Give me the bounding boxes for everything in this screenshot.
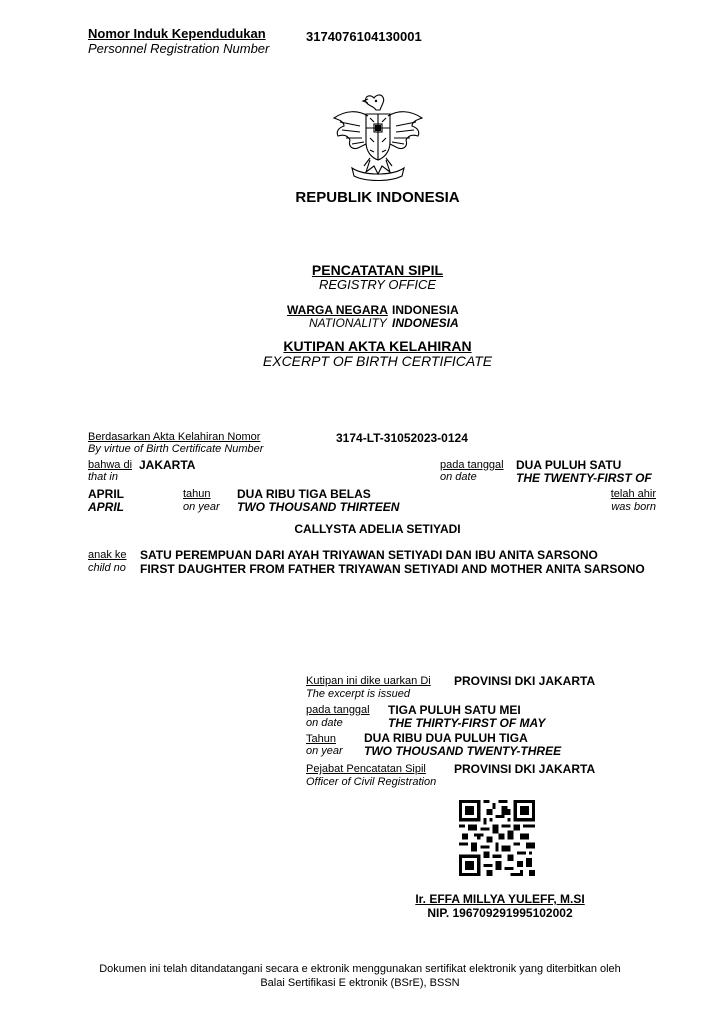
nik-label: Nomor Induk Kependudukan — [88, 26, 266, 41]
signatory-name: Ir. EFFA MILLYA YULEFF, M.SI — [415, 892, 585, 906]
birth-year-value: DUA RIBU TIGA BELAS — [237, 487, 371, 501]
child-value-en: FIRST DAUGHTER FROM FATHER TRIYAWAN SETIYADI AND MOTHER ANITA SARSONO — [140, 562, 645, 576]
place-value: JAKARTA — [139, 458, 196, 472]
born-label-en: was born — [611, 501, 656, 513]
issue-year-label-en: on year — [306, 745, 343, 757]
issued-label: Kutipan ini dike uarkan Di — [306, 675, 431, 687]
cert-number: 3174-LT-31052023-0124 — [336, 431, 468, 445]
birth-month-value-en: APRIL — [88, 500, 124, 514]
birth-date-label: pada tanggal — [440, 459, 504, 471]
birth-day-value: DUA PULUH SATU — [516, 458, 622, 472]
issue-date-label-en: on date — [306, 717, 343, 729]
qr-code-icon — [459, 800, 535, 876]
officer-label: Pejabat Pencatatan Sipil — [306, 763, 426, 775]
officer-value: PROVINSI DKI JAKARTA — [454, 762, 596, 776]
doc-title-en: EXCERPT OF BIRTH CERTIFICATE — [262, 353, 493, 369]
birth-year-label-en: on year — [183, 501, 220, 513]
issue-date-value-en: THE THIRTY-FIRST OF MAY — [388, 716, 546, 730]
issued-value: PROVINSI DKI JAKARTA — [454, 674, 596, 688]
child-value: SATU PEREMPUAN DARI AYAH TRIYAWAN SETIYADI DAN IBU ANITA SARSONO — [140, 548, 598, 562]
officer-label-en: Officer of Civil Registration — [306, 776, 437, 788]
basis-label-en: By virtue of Birth Certificate Number — [88, 443, 264, 455]
birth-date-label-en: on date — [440, 471, 477, 483]
issue-year-value-en: TWO THOUSAND TWENTY-THREE — [364, 744, 562, 758]
place-label-en: that in — [88, 471, 118, 483]
born-label: telah ahir — [610, 488, 656, 500]
garuda-emblem-icon — [330, 92, 426, 184]
signatory-nip: NIP. 196709291995102002 — [427, 906, 573, 920]
issue-date-label: pada tanggal — [306, 704, 370, 716]
footer-line-1: Dokumen ini telah ditandatangani secara e ektronik menggunakan sertifikat elektronik yang diterbitkan oleh — [99, 963, 621, 975]
country-title: REPUBLIK INDONESIA — [295, 189, 460, 206]
basis-label: Berdasarkan Akta Kelahiran Nomor — [88, 431, 261, 443]
office-title-en: REGISTRY OFFICE — [318, 277, 436, 292]
birth-year-label: tahun — [183, 488, 211, 500]
birth-day-value-en: THE TWENTY-FIRST OF — [516, 471, 652, 485]
child-label: anak ke — [88, 549, 127, 561]
birth-year-value-en: TWO THOUSAND THIRTEEN — [237, 500, 400, 514]
nik-value: 3174076104130001 — [306, 29, 422, 44]
nationality-label: WARGA NEGARA — [287, 303, 388, 317]
birth-month-value: APRIL — [88, 487, 124, 501]
nationality-value-en: INDONESIA — [392, 316, 459, 330]
place-label: bahwa di — [88, 459, 133, 471]
doc-title: KUTIPAN AKTA KELAHIRAN — [283, 338, 472, 354]
nationality-label-en: NATIONALITY — [309, 316, 387, 330]
issue-year-value: DUA RIBU DUA PULUH TIGA — [364, 731, 528, 745]
issue-year-label: Tahun — [306, 733, 336, 745]
issue-date-value: TIGA PULUH SATU MEI — [388, 703, 521, 717]
child-label-en: child no — [88, 562, 126, 574]
issued-label-en: The excerpt is issued — [306, 688, 410, 700]
nationality-value: INDONESIA — [392, 303, 459, 317]
footer-line-2: Balai Sertifikasi E ektronik (BSrE), BSSN — [260, 977, 460, 989]
office-title: PENCATATAN SIPIL — [311, 262, 444, 278]
child-name: CALLYSTA ADELIA SETIYADI — [294, 522, 461, 536]
nik-label-en: Personnel Registration Number — [88, 41, 270, 56]
